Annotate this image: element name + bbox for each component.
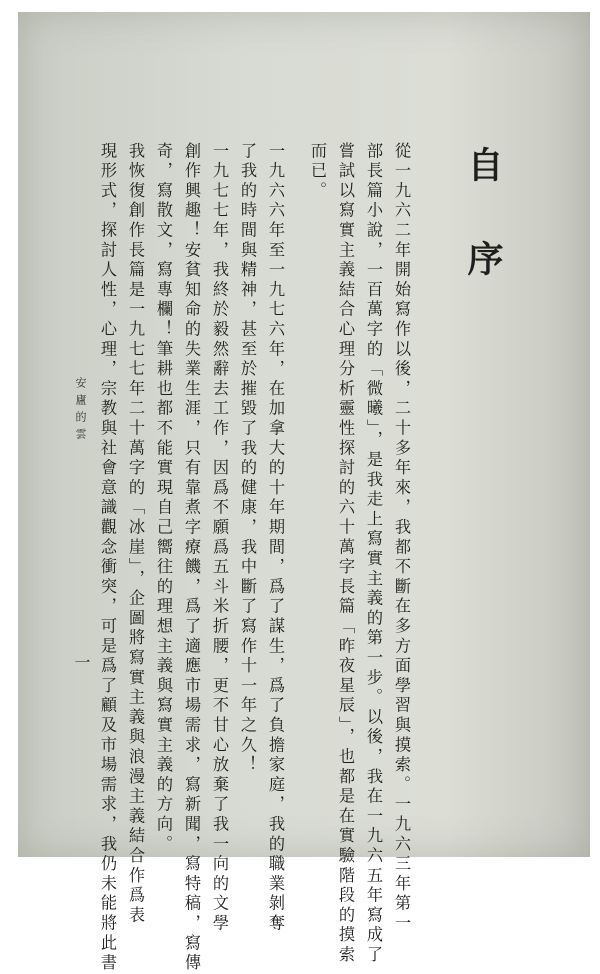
- text-line-2: 部長篇小說，一百萬字的「微曦」，是我走上寫實主義的第一步。以後，我在一九六五年寫成了: [364, 142, 383, 966]
- text-line-8: 創作興趣！安貧知命的失業生涯，只有靠煮字療饑，爲了適應市場需求，寫新聞，寫特稿，寫傳: [182, 142, 201, 974]
- text-line-3: 嘗試以寫實主義結合心理分析靈性探討的六十萬字長篇「昨夜星辰」，也都是在實驗階段的摸索: [336, 142, 355, 966]
- running-head: 安廬的雲: [74, 377, 87, 445]
- page-number: 一: [72, 654, 91, 670]
- text-line-11: 現形式，探討人性，心理，宗教與社會意識觀念衝突，可是爲了顧及市場需求，我仍未能將此書: [98, 142, 117, 974]
- text-line-6: 了我的時間與精神，甚至於摧毀了我的健康，我中斷了寫作十一年之久！: [238, 142, 257, 776]
- text-line-9: 奇，寫散文，寫專欄！筆耕也都不能實現自己嚮往的理想主義與寫實主義的方向。: [154, 142, 173, 855]
- page-title: 自序: [462, 146, 504, 334]
- text-line-7: 一九七七年，我終於毅然辭去工作，因爲不願爲五斗米折腰，更不甘心放棄了我一向的文學: [210, 142, 229, 934]
- text-line-5: 一九六六年至一九七六年，在加拿大的十年期間，爲了謀生，爲了負擔家庭，我的職業剝奪: [266, 142, 285, 934]
- text-line-1: 從一九六二年開始寫作以後，二十多年來，我都不斷在多方面學習與摸索。一九六三年第一: [392, 142, 411, 934]
- text-line-10: 我恢復創作長篇是一九七七年二十萬字的「冰崖」，企圖將寫實主義與浪漫主義結合作爲表: [126, 142, 145, 926]
- book-page: [18, 12, 590, 974]
- text-line-4: 而已。: [308, 142, 327, 202]
